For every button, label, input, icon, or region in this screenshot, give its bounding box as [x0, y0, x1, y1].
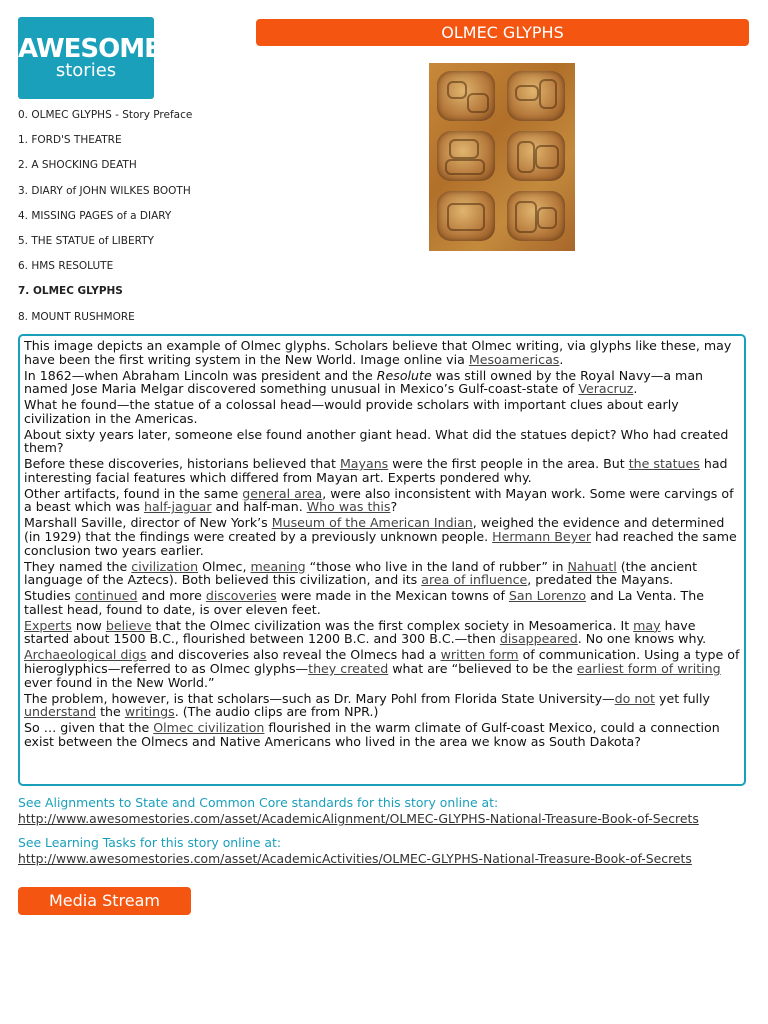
paragraph-10: Experts now believe that the Olmec civilization was the first complex society in Mesoamerica. It may have started about 1500 B.C., flourished between 1200 B.C. and 300 B.C.—then disappeared. No one knows why. [24, 617, 707, 647]
link-understand[interactable]: understand [24, 704, 97, 720]
chapter-link-7-current[interactable]: 7. OLMEC GLYPHS [18, 285, 123, 298]
chapter-link-6[interactable]: 6. HMS RESOLUTE [18, 260, 114, 273]
link-half-jaguar[interactable]: half-jaguar [143, 499, 212, 515]
paragraph-8: They named the civilization Olmec, meaning “those who live in the land of rubber” in Nahuatl (the ancient language of the Aztecs). Both believed this civilization, and its area of influence, predated the Mayans. [24, 558, 698, 588]
link-veracruz[interactable]: Veracruz [578, 381, 634, 397]
paragraph-6: Other artifacts, found in the same general area, were also inconsistent with Mayan work. Some were carvings of a beast which was half-jaguar and half-man. Who was this? [24, 485, 734, 515]
paragraph-11: Archaeological digs and discoveries also reveal the Olmecs had a written form of communication. Using a type of hieroglyphics—referred to as Olmec glyphs—they created what are “believed to be the earliest form of writing ever found in the New World.” [24, 647, 740, 690]
link-mayans[interactable]: Mayans [339, 456, 389, 472]
link-discoveries[interactable]: discoveries [205, 588, 277, 604]
link-general-area[interactable]: general area [242, 485, 323, 501]
chapter-link-1[interactable]: 1. FORD'S THEATRE [18, 134, 122, 147]
link-written-form[interactable]: written form [440, 647, 519, 663]
link-the-statues[interactable]: the statues [628, 456, 700, 472]
link-who-was-this[interactable]: Who was this [306, 499, 391, 515]
link-san-lorenzo[interactable]: San Lorenzo [508, 588, 587, 604]
learning-tasks-url-link[interactable]: http://www.awesomestories.com/asset/AcademicActivities/OLMEC-GLYPHS-National-Treasure-Book-of-Secrets [18, 851, 692, 866]
paragraph-12: The problem, however, is that scholars—such as Dr. Mary Pohl from Florida State University—do not yet fully understand the writings. (The audio clips are from NPR.) [24, 690, 710, 720]
chapter-link-0[interactable]: 0. OLMEC GLYPHS - Story Preface [18, 109, 193, 121]
chapter-link-2[interactable]: 2. A SHOCKING DEATH [18, 159, 137, 172]
story-chapter-list [18, 109, 248, 336]
link-museum-american-indian[interactable]: Museum of the American Indian [271, 515, 473, 531]
page-title: OLMEC GLYPHS [256, 19, 749, 46]
link-experts[interactable]: Experts [24, 617, 72, 633]
link-mesoamericas[interactable]: Mesoamericas [468, 351, 560, 367]
link-may[interactable]: may [633, 617, 661, 633]
paragraph-7: Marshall Saville, director of New York’s Museum of the American Indian, weighed the evidence and determined (in 1929) that the findings were created by a previously unknown people. Hermann Beyer had reached the same conclusion two years earlier. [24, 515, 737, 558]
logo-line-2: stories [55, 60, 117, 81]
chapter-link-5[interactable]: 5. THE STATUE of LIBERTY [18, 234, 154, 247]
link-meaning[interactable]: meaning [250, 558, 306, 574]
chapter-link-4[interactable]: 4. MISSING PAGES of a DIARY [18, 209, 172, 222]
paragraph-9: Studies continued and more discoveries were made in the Mexican towns of San Lorenzo and La Venta. The tallest head, found to date, is over eleven feet. [24, 588, 704, 617]
link-civilization[interactable]: civilization [131, 558, 199, 574]
paragraph-2: In 1862—when Abraham Lincoln was president and the Resolute was still owned by the Royal Navy—a man named Jose Maria Melgar discovered something unusual in Mexico’s Gulf-coast-state of Veracruz. [24, 367, 704, 397]
paragraph-5: Before these discoveries, historians believed that Mayans were the first people in the area. But the statues had interesting facial features which differed from Mayan art. Experts pondered why. [24, 456, 728, 485]
learning-tasks-label: See Learning Tasks for this story online at: [18, 835, 282, 850]
link-earliest-form-of-writing[interactable]: earliest form of writing [576, 660, 721, 676]
link-area-of-influence[interactable]: area of influence [421, 572, 528, 588]
paragraph-1: This image depicts an example of Olmec glyphs. Scholars believe that Olmec writing, via glyphs like these, may have been the first writing system in the New World. Image online via Mesoamericas. [24, 338, 732, 367]
link-olmec-civilization[interactable]: Olmec civilization [153, 720, 265, 736]
story-text-box [18, 334, 746, 786]
alignments-label: See Alignments to State and Common Core standards for this story online at: [18, 795, 499, 810]
logo-line-1: AWESOME [18, 34, 161, 64]
olmec-glyphs-image [429, 63, 575, 251]
link-archaeological-digs[interactable]: Archaeological digs [24, 647, 147, 663]
chapter-link-3[interactable]: 3. DIARY of JOHN WILKES BOOTH [18, 184, 191, 197]
paragraph-13: So … given that the Olmec civilization flourished in the warm climate of Gulf-coast Mexico, could a connection exist between the Olmecs and Native Americans who lived in the area we know as South Dakota? [24, 720, 720, 749]
paragraph-3: What he found—the statue of a colossal head—would provide scholars with important clues about early civilization in the Americas. [24, 397, 679, 426]
media-stream-button[interactable]: Media Stream [18, 887, 191, 915]
link-writings[interactable]: writings [124, 704, 175, 720]
link-do-not[interactable]: do not [614, 690, 655, 706]
resource-links [18, 795, 758, 875]
link-disappeared[interactable]: disappeared [499, 631, 578, 647]
link-nahuatl[interactable]: Nahuatl [567, 558, 617, 574]
link-believe[interactable]: believe [105, 617, 152, 633]
chapter-link-8[interactable]: 8. MOUNT RUSHMORE [18, 310, 135, 323]
link-hermann-beyer[interactable]: Hermann Beyer [492, 529, 592, 545]
paragraph-4: About sixty years later, someone else found another giant head. What did the statues depict? Who had created them? [24, 426, 729, 456]
alignments-url-link[interactable]: http://www.awesomestories.com/asset/AcademicAlignment/OLMEC-GLYPHS-National-Treasure-Book-of-Secrets [18, 811, 699, 826]
link-continued[interactable]: continued [74, 588, 138, 604]
awesome-stories-logo[interactable] [18, 17, 161, 99]
link-they-created[interactable]: they created [308, 660, 389, 676]
